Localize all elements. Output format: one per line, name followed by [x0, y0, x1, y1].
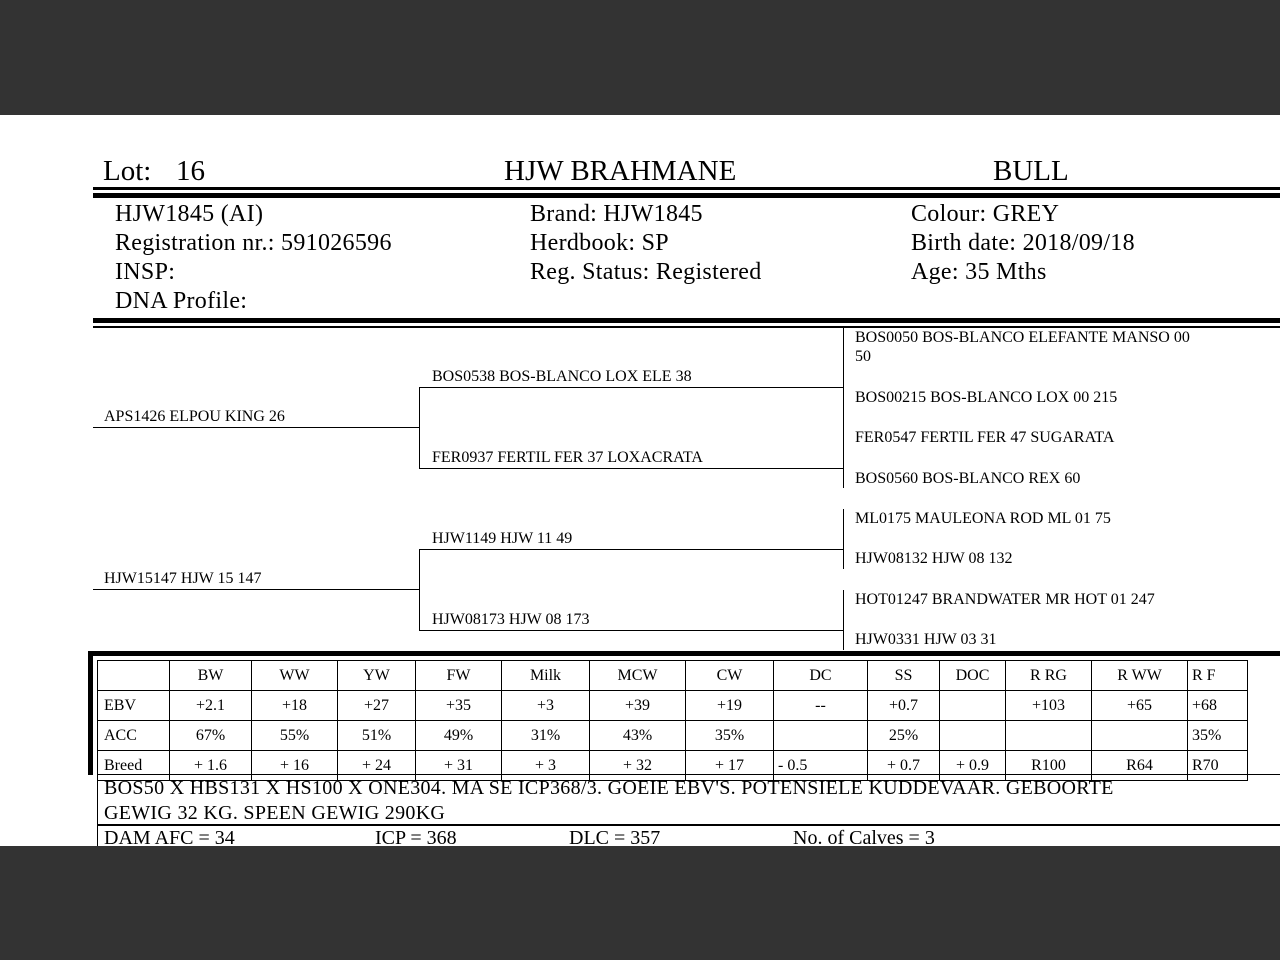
acc-cell	[940, 721, 1006, 751]
brand: Brand: HJW1845	[530, 201, 703, 227]
breed-title: HJW BRAHMANE	[504, 155, 737, 187]
sire-dam-line	[419, 468, 844, 469]
ebv-cell: +2.1	[170, 691, 252, 721]
breed-cell: + 0.7	[868, 751, 940, 781]
ebv-row	[98, 691, 1248, 721]
acc-row	[98, 721, 1248, 751]
remarks-line-1: BOS50 X HBS131 X HS100 X ONE304. MA SE ICP368/3. GOEIE EBV'S. POTENSIELE KUDDEVAAR. GEBOORTE	[104, 777, 1114, 799]
acc-cell: 51%	[338, 721, 416, 751]
sire-sire-line	[419, 387, 844, 388]
ebv-header-cell: Milk	[502, 661, 590, 691]
ebv-top-rule	[88, 651, 1280, 656]
ebv-left-rule	[88, 651, 93, 775]
dam-line	[93, 589, 420, 590]
ggp-3: FER0547 FERTIL FER 47 SUGARATA	[855, 429, 1115, 446]
sire-dam-name: FER0937 FERTIL FER 37 LOXACRATA	[432, 449, 703, 466]
ebv-header-cell: YW	[338, 661, 416, 691]
icp-value: ICP = 368	[375, 827, 457, 846]
bottom-dark-band	[0, 846, 1280, 960]
info-rule-thick	[93, 318, 1280, 323]
sire-line	[93, 427, 420, 428]
ggp-bracket-1	[843, 328, 844, 428]
acc-cell: 67%	[170, 721, 252, 751]
breed-cell: - 0.5	[774, 751, 868, 781]
ebv-header-cell	[98, 661, 170, 691]
ebv-cell: +19	[686, 691, 774, 721]
acc-cell: 35%	[686, 721, 774, 751]
acc-row-label: ACC	[98, 721, 170, 751]
header-rule-thick	[93, 193, 1280, 198]
sire-sire-name: BOS0538 BOS-BLANCO LOX ELE 38	[432, 368, 692, 385]
registration-number: Registration nr.: 591026596	[115, 230, 392, 256]
remarks-left-rule	[97, 774, 98, 846]
ebv-header-cell: WW	[252, 661, 338, 691]
acc-cell: 35%	[1188, 721, 1248, 751]
ebv-cell: +18	[252, 691, 338, 721]
breed-cell: R100	[1006, 751, 1092, 781]
remarks-line-2: GEWIG 32 KG. SPEEN GEWIG 290KG	[104, 802, 446, 824]
dam-bracket	[419, 549, 420, 631]
ebv-header-cell: R F	[1188, 661, 1248, 691]
age: Age: 35 Mths	[911, 259, 1047, 285]
sire-name: APS1426 ELPOU KING 26	[104, 408, 285, 425]
acc-cell: 49%	[416, 721, 502, 751]
insp-label: INSP:	[115, 259, 176, 285]
catalogue-page	[0, 115, 1280, 846]
breed-cell: + 1.6	[170, 751, 252, 781]
ggp-6: HJW08132 HJW 08 132	[855, 550, 1013, 567]
ebv-cell: +35	[416, 691, 502, 721]
ebv-cell: +39	[590, 691, 686, 721]
dam-dam-line	[419, 630, 844, 631]
breed-row-label: Breed	[98, 751, 170, 781]
acc-cell: 25%	[868, 721, 940, 751]
header-rule-thin	[93, 187, 1280, 190]
ggp-8: HJW0331 HJW 03 31	[855, 631, 997, 648]
calves-count: No. of Calves = 3	[793, 827, 935, 846]
ebv-header-cell: R RG	[1006, 661, 1092, 691]
breed-cell: + 32	[590, 751, 686, 781]
dam-sire-name: HJW1149 HJW 11 49	[432, 530, 573, 547]
breed-cell: R70	[1188, 751, 1248, 781]
ebv-header-cell: CW	[686, 661, 774, 691]
ebv-header-cell: MCW	[590, 661, 686, 691]
lot-number: 16	[176, 155, 205, 187]
ggp-1-cont: 50	[855, 348, 871, 365]
breed-cell: + 0.9	[940, 751, 1006, 781]
acc-cell: 55%	[252, 721, 338, 751]
ggp-2: BOS00215 BOS-BLANCO LOX 00 215	[855, 389, 1118, 406]
ebv-cell: +68	[1188, 691, 1248, 721]
ebv-header-cell: DC	[774, 661, 868, 691]
ggp-5: ML0175 MAULEONA ROD ML 01 75	[855, 510, 1111, 527]
dam-sire-line	[419, 549, 844, 550]
acc-cell: 31%	[502, 721, 590, 751]
ggp-1: BOS0050 BOS-BLANCO ELEFANTE MANSO 00	[855, 329, 1190, 346]
dam-dam-name: HJW08173 HJW 08 173	[432, 611, 590, 628]
breed-cell: + 17	[686, 751, 774, 781]
ggp-bracket-2	[843, 428, 844, 488]
herdbook: Herdbook: SP	[530, 230, 669, 256]
dna-profile-label: DNA Profile:	[115, 288, 248, 314]
ebv-header-row	[98, 661, 1248, 691]
breed-cell: R64	[1092, 751, 1188, 781]
breed-cell: + 24	[338, 751, 416, 781]
sex-label: BULL	[993, 155, 1069, 187]
animal-id: HJW1845 (AI)	[115, 201, 264, 227]
ggp-bracket-3	[843, 509, 844, 569]
ebv-header-cell: SS	[868, 661, 940, 691]
sire-bracket	[419, 387, 420, 469]
dam-name: HJW15147 HJW 15 147	[104, 570, 262, 587]
ebv-header-cell: FW	[416, 661, 502, 691]
ebv-cell	[940, 691, 1006, 721]
ebv-header-cell: DOC	[940, 661, 1006, 691]
ggp-7: HOT01247 BRANDWATER MR HOT 01 247	[855, 591, 1155, 608]
top-dark-band	[0, 0, 1280, 115]
breed-cell: + 3	[502, 751, 590, 781]
dam-afc: DAM AFC = 34	[104, 827, 235, 846]
acc-cell: 43%	[590, 721, 686, 751]
colour: Colour: GREY	[911, 201, 1060, 227]
ggp-bracket-4	[843, 590, 844, 650]
birth-date: Birth date: 2018/09/18	[911, 230, 1135, 256]
ebv-header-cell: R WW	[1092, 661, 1188, 691]
reg-status: Reg. Status: Registered	[530, 259, 762, 285]
ebv-row-label: EBV	[98, 691, 170, 721]
ebv-cell: +65	[1092, 691, 1188, 721]
dlc-value: DLC = 357	[569, 827, 661, 846]
remarks-bottom-rule	[97, 824, 1280, 826]
ggp-4: BOS0560 BOS-BLANCO REX 60	[855, 470, 1081, 487]
ebv-header-cell: BW	[170, 661, 252, 691]
ebv-cell: --	[774, 691, 868, 721]
acc-cell	[1006, 721, 1092, 751]
acc-cell	[1092, 721, 1188, 751]
ebv-cell: +0.7	[868, 691, 940, 721]
breed-cell: + 16	[252, 751, 338, 781]
breed-cell: + 31	[416, 751, 502, 781]
remarks-top-rule	[97, 774, 1280, 775]
ebv-cell: +27	[338, 691, 416, 721]
info-rule-thin	[93, 326, 1280, 328]
ebv-cell: +3	[502, 691, 590, 721]
acc-cell	[774, 721, 868, 751]
ebv-table	[97, 660, 1248, 781]
ebv-cell: +103	[1006, 691, 1092, 721]
lot-label: Lot:	[103, 155, 152, 187]
